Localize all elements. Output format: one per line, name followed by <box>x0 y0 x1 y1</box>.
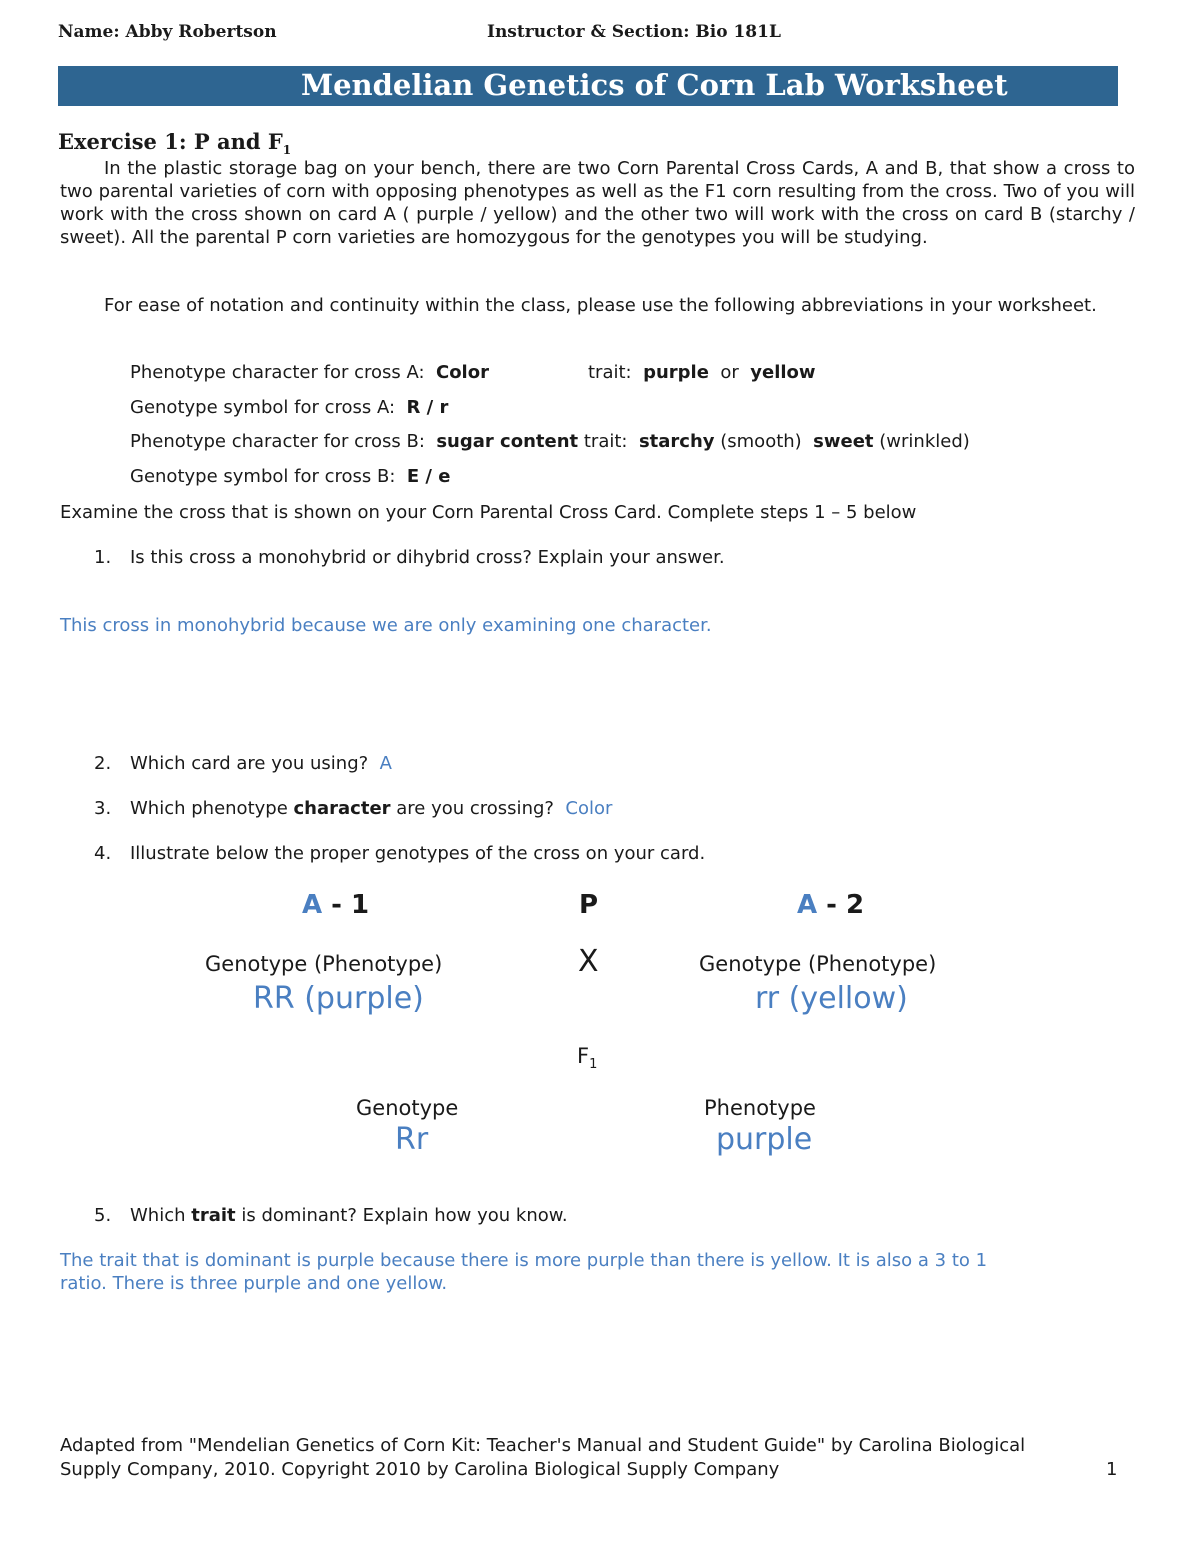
exercise-heading <box>58 129 291 157</box>
parent-2-label: A - 2 <box>797 890 865 920</box>
notation-cross-a-symbol: Genotype symbol for cross A: R / r <box>130 397 449 418</box>
parent-2-genotype: rr (yellow) <box>755 981 908 1016</box>
answer-3: Color <box>565 798 613 819</box>
instructor-section: Instructor & Section: Bio 181L <box>487 22 781 42</box>
parent-1-label: A - 1 <box>302 890 370 920</box>
answer-2: A <box>379 753 392 774</box>
f1-genotype: Rr <box>395 1122 429 1157</box>
exercise-heading-sub: 1 <box>282 143 292 158</box>
intro-paragraph-2: For ease of notation and continuity within the class, please use the following abbreviations in your worksheet. <box>104 295 1097 316</box>
footer-citation-line-1: Adapted from "Mendelian Genetics of Corn Kit: Teacher's Manual and Student Guide" by Carolina Biological <box>60 1435 1026 1456</box>
notation-cross-a-trait: trait: purple or yellow <box>588 362 816 383</box>
exercise-heading-text: Exercise 1: P and F <box>58 129 283 154</box>
parent-1-geno-pheno-label: Genotype (Phenotype) <box>205 952 443 976</box>
answer-5-line-2: ratio. There is three purple and one yellow. <box>60 1273 448 1294</box>
question-5: 5. Which trait is dominant? Explain how you know. <box>94 1205 568 1226</box>
f1-generation-label: $F_1$ <box>577 1044 598 1073</box>
notation-cross-a-character: Phenotype character for cross A: Color <box>130 362 489 383</box>
p-generation-label: P <box>579 890 599 920</box>
f1-genotype-label: Genotype <box>356 1096 459 1120</box>
parent-2-geno-pheno-label: Genotype (Phenotype) <box>699 952 937 976</box>
answer-5-line-1: The trait that is dominant is purple because there is more purple than there is yellow. It is also a 3 to 1 <box>60 1250 988 1271</box>
title-bar <box>58 66 1118 106</box>
answer-1: This cross in monohybrid because we are only examining one character. <box>60 615 712 636</box>
f1-phenotype-label: Phenotype <box>704 1096 816 1120</box>
notation-cross-b-character: Phenotype character for cross B: sugar content trait: starchy (smooth) sweet (wrinkled) <box>130 431 970 452</box>
parent-1-genotype: RR (purple) <box>253 981 424 1016</box>
cross-x-symbol: X <box>578 944 599 979</box>
question-4: 4. Illustrate below the proper genotypes of the cross on your card. <box>94 843 706 864</box>
page-title: Mendelian Genetics of Corn Lab Worksheet <box>301 68 1008 102</box>
notation-cross-b-symbol: Genotype symbol for cross B: E / e <box>130 466 451 487</box>
f1-phenotype: purple <box>716 1122 813 1157</box>
footer-citation-line-2: Supply Company, 2010. Copyright 2010 by Carolina Biological Supply Company <box>60 1459 780 1480</box>
page-number: 1 <box>1106 1459 1118 1480</box>
question-1: 1. Is this cross a monohybrid or dihybrid cross? Explain your answer. <box>94 547 725 568</box>
intro-paragraph-1: In the plastic storage bag on your bench, there are two Corn Parental Cross Cards, A and B, that show a cross to two parental varieties of corn with opposing phenotypes as well as the F1 corn resulting from the cross. Two of you will work with the cross shown on card A ( purple / yellow) and the other two will work with the cross on card B (starchy / sweet). All the parental P corn varieties are homozygous for the genotypes you will be studying. <box>60 158 1135 248</box>
question-3: 3. Which phenotype character are you crossing? Color <box>94 798 613 819</box>
instructions: Examine the cross that is shown on your Corn Parental Cross Card. Complete steps 1 – 5 below <box>60 502 917 523</box>
student-name: Name: Abby Robertson <box>58 22 277 42</box>
question-2: 2. Which card are you using? A <box>94 753 392 774</box>
